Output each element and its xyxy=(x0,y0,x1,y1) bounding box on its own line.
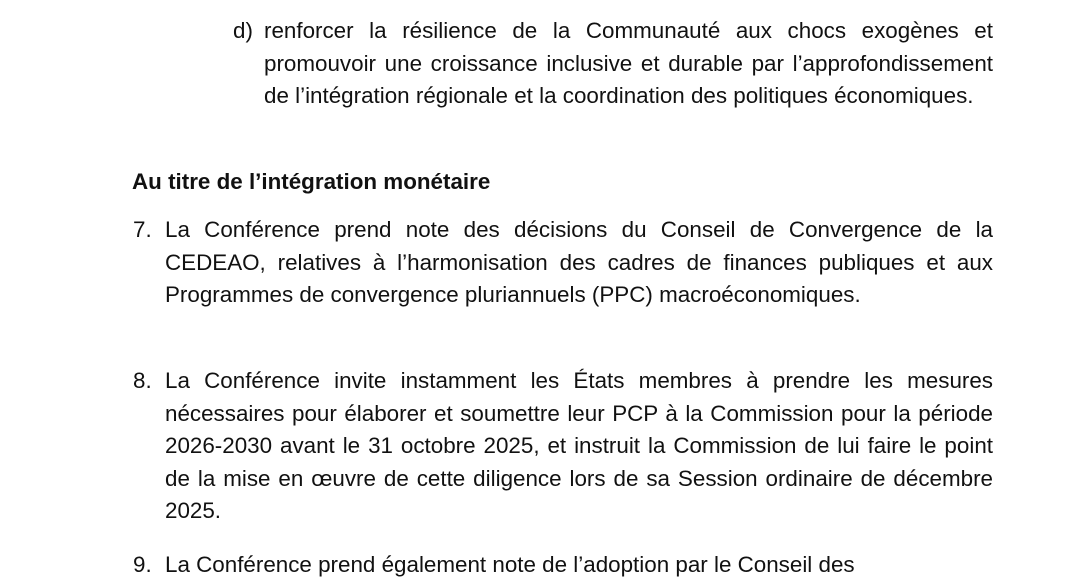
paragraph-text: La Conférence prend également note de l’adoption par le Conseil des xyxy=(165,552,855,577)
list-item-d xyxy=(233,15,993,113)
list-item-text: renforcer la résilience de la Communauté aux chocs exogènes et promouvoir une croissance inclusive et durable par l’approfondissement de l’intégration régionale et la coordination des politiques économiques. xyxy=(264,18,993,108)
paragraph-9 xyxy=(133,549,993,582)
paragraph-number: 7. xyxy=(133,217,152,242)
section-heading: Au titre de l’intégration monétaire xyxy=(132,169,491,194)
paragraph-number: 8. xyxy=(133,368,152,393)
paragraph-number: 9. xyxy=(133,552,152,577)
paragraph-text: La Conférence prend note des décisions du Conseil de Convergence de la CEDEAO, relatives à l’harmonisation des cadres de finances publiques et aux Programmes de convergence pluriannuels (PPC) macroéconomiques. xyxy=(165,217,993,307)
paragraph-7 xyxy=(133,214,993,312)
paragraph-text: La Conférence invite instamment les États membres à prendre les mesures nécessaires pour élaborer et soumettre leur PCP à la Commission pour la période 2026-2030 avant le 31 octobre 2025, et instruit la Commission de lui faire le point de la mise en œuvre de cette diligence lors de sa Session ordinaire de décembre 2025. xyxy=(165,368,993,523)
list-marker: d) xyxy=(233,18,253,43)
paragraph-8 xyxy=(133,365,993,528)
